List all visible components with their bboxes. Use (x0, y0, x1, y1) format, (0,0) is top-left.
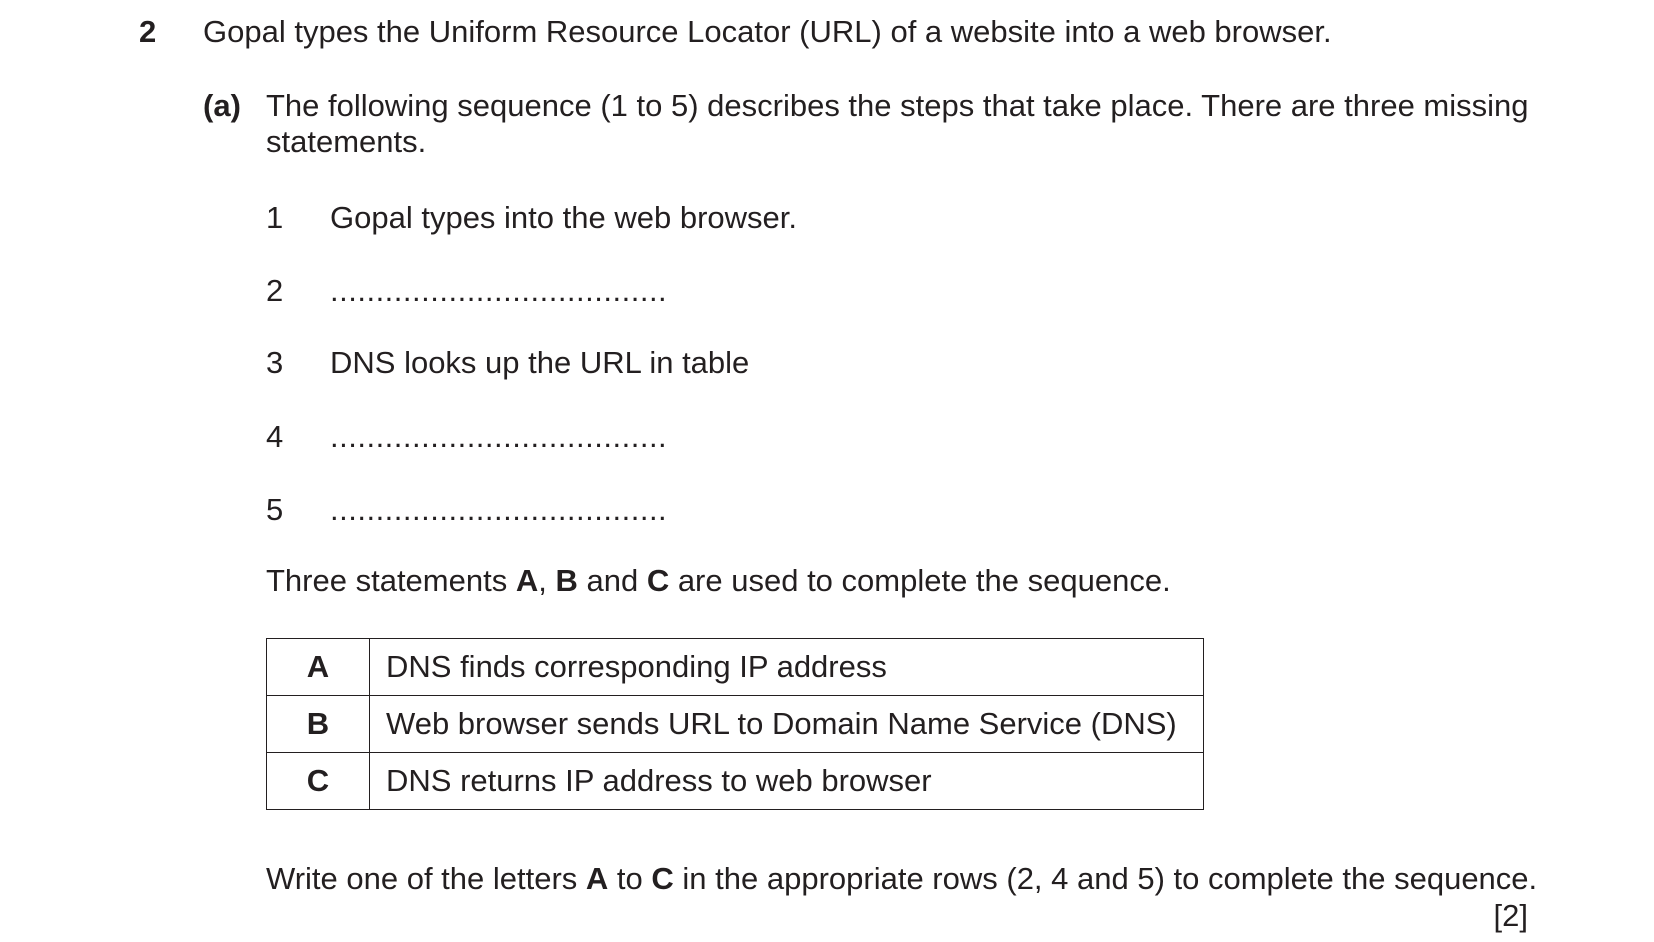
lead-sep-1: , (538, 563, 556, 598)
instruction-letter-a: A (585, 861, 609, 896)
part-label: (a) (203, 88, 241, 123)
instruction-letter-c: C (651, 861, 674, 896)
step-4-answer-line[interactable]: ..................................... (330, 419, 668, 454)
step-1-number: 1 (266, 200, 284, 235)
lead-text-pre: Three statements (266, 563, 516, 598)
step-3-text: DNS looks up the URL in table (330, 345, 750, 380)
statements-lead (266, 563, 1171, 599)
step-4-number: 4 (266, 419, 284, 454)
question-stem: Gopal types the Uniform Resource Locator (URL) of a website into a web browser. (203, 14, 1332, 49)
marks-allocation: [2] (1493, 898, 1528, 933)
step-1-text: Gopal types into the web browser. (330, 200, 797, 235)
instruction-text-mid: to (608, 861, 652, 896)
question-number: 2 (139, 14, 157, 49)
statement-text-b: Web browser sends URL to Domain Name Service (DNS) (370, 696, 1204, 753)
step-2-number: 2 (266, 273, 284, 308)
lead-sep-2: and (577, 563, 647, 598)
instruction (266, 861, 1537, 897)
step-3-number: 3 (266, 345, 284, 380)
step-2-answer-line[interactable]: ..................................... (330, 273, 668, 308)
statement-letter-b: B (267, 696, 370, 753)
instruction-text-pre: Write one of the letters (266, 861, 586, 896)
statement-letter-c: C (267, 753, 370, 810)
table-row (267, 753, 1204, 810)
step-5-number: 5 (266, 492, 284, 527)
lead-letter-a: A (515, 563, 539, 598)
lead-letter-c: C (646, 563, 670, 598)
table-row (267, 639, 1204, 696)
instruction-text-post: in the appropriate rows (2, 4 and 5) to complete the sequence. (673, 861, 1538, 896)
statement-text-c: DNS returns IP address to web browser (370, 753, 1204, 810)
lead-text-post: are used to complete the sequence. (669, 563, 1171, 598)
statements-table (266, 638, 1204, 810)
step-5-answer-line[interactable]: ..................................... (330, 492, 668, 527)
lead-letter-b: B (555, 563, 578, 598)
statement-letter-a: A (267, 639, 370, 696)
part-intro: The following sequence (1 to 5) describes the steps that take place. There are three missing statements. (266, 88, 1529, 159)
table-row (267, 696, 1204, 753)
statement-text-a: DNS finds corresponding IP address (370, 639, 1204, 696)
